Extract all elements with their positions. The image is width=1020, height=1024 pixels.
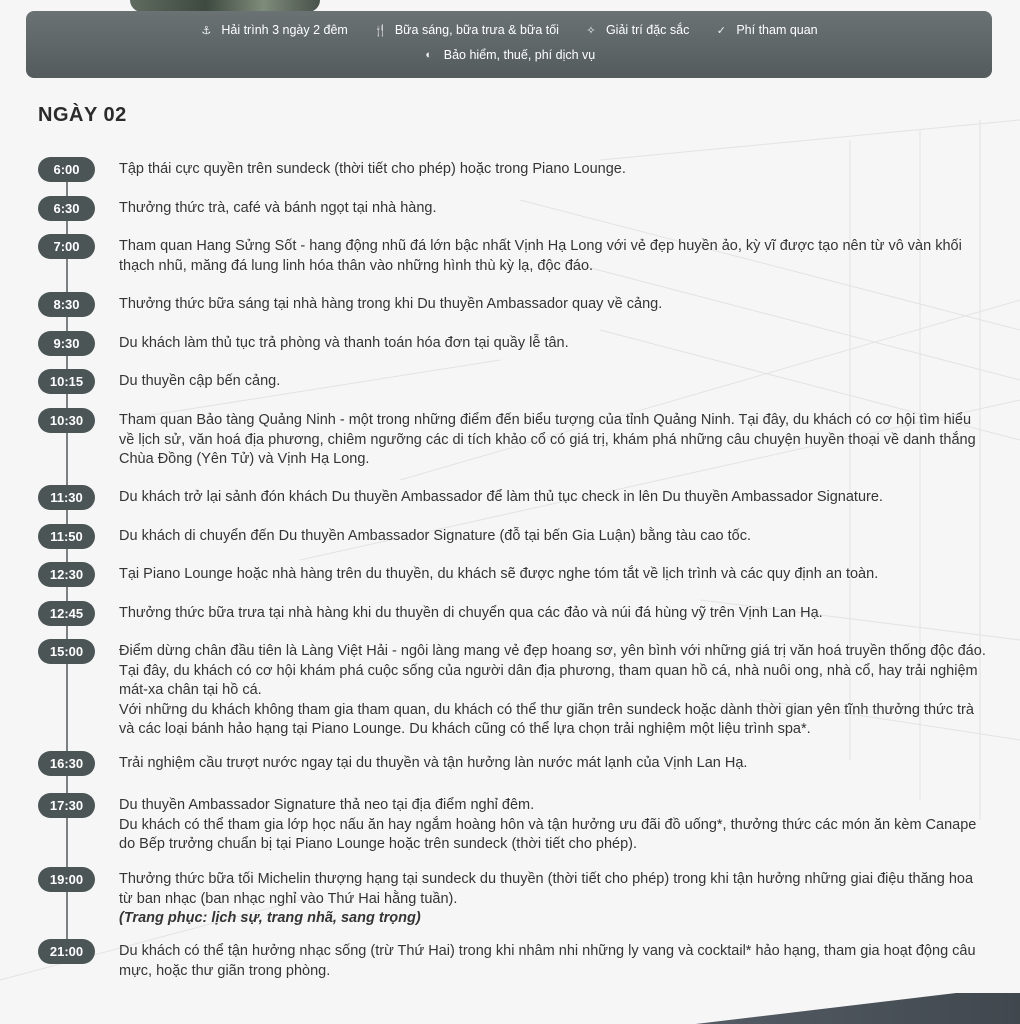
feature-sightseeing-fee	[715, 23, 817, 37]
schedule-description	[119, 160, 987, 180]
description-text: Tham quan Bảo tàng Quảng Ninh - một trong những điểm đến biểu tượng của tỉnh Quảng Ninh. Tại đây, du khách có cơ hội tìm hiểu về lịch sử, văn hoá địa phương, chiêm ngưỡng các di tích khảo cổ có giá trị, khám phá những câu chuyện huyền thoại về danh thắng Chùa Đồng (Yên Tử) và Vịnh Hạ Long.	[119, 412, 976, 467]
description-text: Thưởng thức bữa trưa tại nhà hàng khi du thuyền di chuyển qua các đảo và núi đá hùng vỹ trên Vịnh Lan Hạ.	[119, 605, 823, 621]
time-badge: 21:00	[38, 939, 95, 964]
time-badge: 15:00	[38, 639, 95, 664]
inclusions-banner	[26, 11, 992, 78]
schedule-description	[119, 604, 987, 624]
time-badge: 11:50	[38, 524, 95, 549]
feature-cruise	[200, 23, 347, 37]
music-icon: ✧	[586, 24, 596, 37]
feature-meals	[374, 23, 559, 37]
schedule-description	[119, 565, 987, 585]
description-text: Du khách trở lại sảnh đón khách Du thuyền Ambassador để làm thủ tục check in lên Du thuyền Ambassador Signature.	[119, 489, 883, 505]
description-text: Thưởng thức bữa sáng tại nhà hàng trong khi Du thuyền Ambassador quay về cảng.	[119, 296, 663, 312]
time-badge: 17:30	[38, 793, 95, 818]
schedule-description	[119, 295, 987, 315]
schedule-description	[119, 642, 987, 740]
description-text: Du thuyền Ambassador Signature thả neo tại địa điểm nghỉ đêm.	[119, 797, 535, 813]
description-text: Thưởng thức trà, café và bánh ngọt tại nhà hàng.	[119, 200, 437, 216]
description-text: Du khách di chuyển đến Du thuyền Ambassador Signature (đỗ tại bến Gia Luận) bằng tàu cao tốc.	[119, 528, 751, 544]
description-text: Điểm dừng chân đầu tiên là Làng Việt Hải - ngôi làng mang vẻ đẹp hoang sơ, yên bình với những giá trị văn hoá truyền thống độc đáo. Tại đây, du khách có cơ hội khám phá cuộc sống của người dân địa phương, tham quan hồ cá, nhà nuôi ong, nhà cổ, hay trải nghiệm mát-xa chân tại hồ cá.	[119, 643, 986, 698]
schedule-description	[119, 411, 987, 470]
description-text: Thưởng thức bữa tối Michelin thượng hạng tại sundeck du thuyền (thời tiết cho phép) trong khi tận hưởng những giai điệu thăng hoa từ ban nhạc (ban nhạc nghỉ vào Thứ Hai hằng tuần).	[119, 871, 974, 907]
description-text: Tham quan Hang Sửng Sốt - hang động nhũ đá lớn bậc nhất Vịnh Hạ Long với vẻ đẹp huyền ảo, kỳ vĩ được tạo nên từ vô vàn khối thạch nhũ, măng đá lung linh hóa thân vào những hình thù kỳ lạ, độc đáo.	[119, 238, 962, 274]
schedule-description	[119, 754, 987, 774]
time-badge: 11:30	[38, 485, 95, 510]
time-badge: 12:30	[38, 562, 95, 587]
fork-knife-icon: 🍴	[373, 24, 388, 37]
timeline-line	[66, 170, 68, 950]
schedule-description	[119, 372, 987, 392]
cruise-icon: ⚓	[201, 24, 212, 37]
time-badge: 12:45	[38, 601, 95, 626]
feature-label: Bữa sáng, bữa trưa & bữa tối	[394, 23, 559, 37]
schedule-description	[119, 527, 987, 547]
schedule-description	[119, 488, 987, 508]
feature-label: Giải trí đặc sắc	[605, 23, 690, 37]
feature-label: Hải trình 3 ngày 2 đêm	[221, 23, 348, 37]
description-text: Du thuyền cập bến cảng.	[119, 373, 281, 389]
time-badge: 16:30	[38, 751, 95, 776]
time-badge: 6:30	[38, 196, 95, 221]
description-text: Trải nghiệm cầu trượt nước ngay tại du thuyền và tận hưởng làn nước mát lạnh của Vịnh Lan Hạ.	[119, 755, 748, 771]
description-text: Tập thái cực quyền trên sundeck (thời tiết cho phép) hoặc trong Piano Lounge.	[119, 161, 626, 177]
banner-row-2	[26, 48, 992, 62]
schedule-description	[119, 796, 987, 855]
description-text: Du khách làm thủ tục trả phòng và thanh toán hóa đơn tại quầy lễ tân.	[119, 335, 569, 351]
feature-label: Bảo hiểm, thuế, phí dịch vụ	[443, 48, 596, 62]
day-title: NGÀY 02	[38, 104, 127, 126]
time-badge: 8:30	[38, 292, 95, 317]
time-badge: 10:30	[38, 408, 95, 433]
time-badge: 19:00	[38, 867, 95, 892]
shield-icon: ◐	[425, 49, 433, 61]
time-badge: 9:30	[38, 331, 95, 356]
description-text: Du khách có thể tận hưởng nhạc sống (trừ Thứ Hai) trong khi nhâm nhi những ly vang và cocktail* hảo hạng, tham gia hoạt động câu mực, hoặc thư giãn trong phòng.	[119, 943, 976, 979]
feature-insurance	[423, 48, 595, 62]
time-badge: 10:15	[38, 369, 95, 394]
schedule-description	[119, 334, 987, 354]
feature-label: Phí tham quan	[736, 23, 818, 37]
feature-entertainment	[585, 23, 689, 37]
description-text: Với những du khách không tham gia tham quan, du khách có thể thư giãn trên sundeck hoặc dành thời gian yên tĩnh thưởng thức trà và các loại bánh hảo hạng tại Piano Lounge. Du khách cũng có thể lựa chọn trải nghiệm một liệu trình spa*.	[119, 701, 974, 737]
schedule-description	[119, 870, 987, 929]
dress-code-note: (Trang phục: lịch sự, trang nhã, sang trọng)	[119, 910, 421, 926]
banner-row-1	[26, 23, 992, 37]
schedule-description	[119, 942, 987, 981]
check-circle-icon: ✓	[716, 24, 726, 37]
time-badge: 6:00	[38, 157, 95, 182]
schedule-description	[119, 199, 987, 219]
time-badge: 7:00	[38, 234, 95, 259]
schedule-description	[119, 237, 987, 276]
description-text: Tại Piano Lounge hoặc nhà hàng trên du thuyền, du khách sẽ được nghe tóm tắt về lịch trình và các quy định an toàn.	[119, 566, 879, 582]
description-text: Du khách có thể tham gia lớp học nấu ăn hay ngắm hoàng hôn và tận hưởng ưu đãi đồ uống*, thưởng thức các món ăn kèm Canape do Bếp trưởng chuẩn bị tại Piano Lounge hoặc trên sundeck (thời tiết cho phép).	[119, 816, 977, 852]
